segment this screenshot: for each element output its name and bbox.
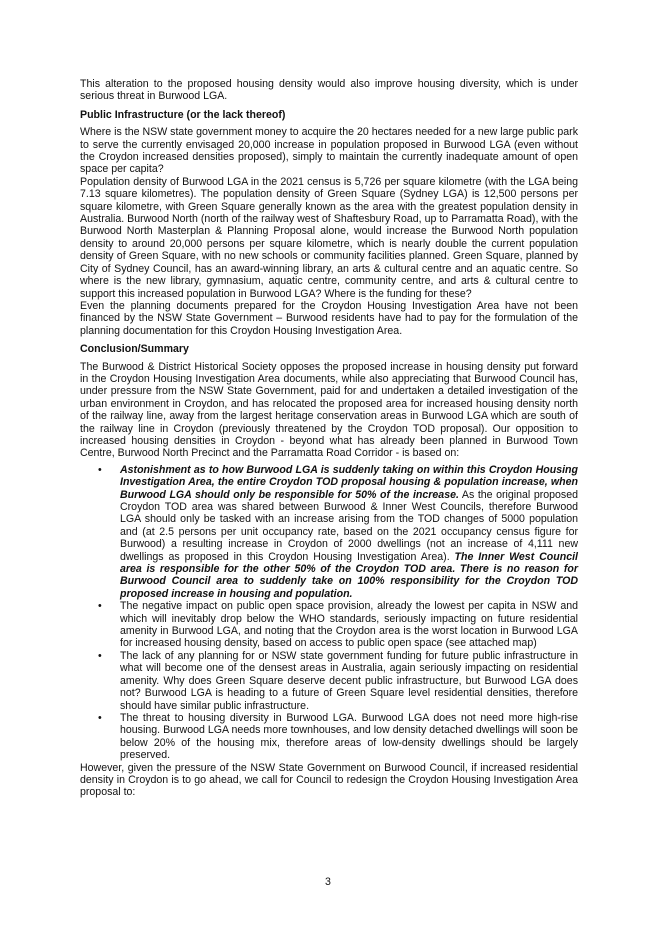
bullet-text: The threat to housing diversity in Burwood LGA. Burwood LGA does not need more high-rise housing. Burwood LGA needs more townhouses, and low density detached dwellings will soon be below 20% of the housing mix, therefore areas of low-density dwellings should be largely preserved.: [120, 711, 578, 762]
planning-funding-paragraph: Even the planning documents prepared for the Croydon Housing Investigation Area have not been financed by the NSW State Government – Burwood residents have had to pay for the formulation of the planning documentation for this Croydon Housing Investigation Area.: [80, 299, 578, 337]
list-item: [98, 600, 578, 650]
opposition-list: [80, 464, 578, 762]
bullet-bold-text: The Inner West Council area is responsible for the other 50% of the Croydon TOD area. There is no reason for Burwood Council area to suddenly take on 100% responsibility for the Croydon TOD proposed increase in housing and population.: [120, 550, 578, 600]
list-item: [98, 463, 578, 600]
closing-paragraph: However, given the pressure of the NSW State Government on Burwood Council, if increased residential density in Croydon is to go ahead, we call for Council to redesign the Croydon Housing Investigation Area proposal to:: [80, 761, 578, 799]
list-item: [98, 649, 578, 712]
bullet-text: The lack of any planning for or NSW state government funding for future public infrastructure in what will become one of the densest areas in Australia, again seriously impacting on residential amenity. Why does Green Square deserve decent public infrastructure, but Burwood LGA does not? Burwood LGA is heading to a future of Green Square level residential densities, therefore should have similar public infrastructure.: [120, 649, 578, 712]
bullet-icon: •: [98, 463, 102, 476]
intro-paragraph: This alteration to the proposed housing density would also improve housing diversity, which is under serious threat in Burwood LGA.: [80, 78, 578, 103]
bullet-text: The negative impact on public open space provision, already the lowest per capita in NSW and which will inevitably drop below the WHO standards, seriously impacting on future residential amenity in Burwood LGA, and noting that the Croydon area is the worst location in Burwood LGA for increased housing density, based on access to public open space (see attached map): [120, 600, 578, 650]
heading-conclusion: Conclusion/Summary: [80, 343, 189, 356]
list-item: [98, 711, 578, 762]
bullet-bold-text: Astonishment as to how Burwood LGA is suddenly taking on within this Croydon Housing Investigation Area, the entire Croydon TOD proposal housing & population increase, when Burwood LGA should only be responsible for 50% of the increase.: [120, 463, 578, 501]
bullet-icon: •: [98, 649, 102, 662]
bullet-text: As the original proposed Croydon TOD area was shared between Burwood & Inner West Councils, therefore Burwood LGA should only be tasked with an increase arising from the TOD changes of 5000 population and (at 2.5 persons per unit occupancy rate, based on the 2021 occupancy census figure for Burwood) a resulting increase in Croydon of 2000 dwellings (not an increase of 4,111 new dwellings as proposed in this Croydon Housing Investigation Area).: [120, 488, 578, 563]
heading-public-infrastructure: Public Infrastructure (or the lack thereof): [80, 108, 286, 121]
conclusion-paragraph: The Burwood & District Historical Society opposes the proposed increase in housing density put forward in the Croydon Housing Investigation Area documents, while also appreciating that Burwood Council has, under pressure from the NSW State Government, paid for and undertaken a detailed investigation of the urban environment in Croydon, and has relocated the proposed area for increased housing density north of the railway line, away from the largest heritage conservation areas in Burwood LGA which are south of the railway line in Croydon (previously threatened by the Croydon TOD proposal). Our opposition to increased housing densities in Croydon - beyond what has already been planned in Burwood Town Centre, Burwood North Precinct and the Parramatta Road Corridor - is based on:: [80, 360, 578, 460]
page-content: [80, 78, 578, 799]
open-space-paragraph: Where is the NSW state government money to acquire the 20 hectares needed for a new large public park to serve the currently envisaged 20,000 increase in population proposed in Burwood LGA (even without the Croydon increased densities proposed), simply to maintain the currently inadequate amount of open space per capita?: [80, 126, 578, 176]
page-number: 3: [325, 876, 331, 888]
population-density-paragraph: Population density of Burwood LGA in the 2021 census is 5,726 per square kilometre (with the LGA being 7.13 square kilometres). The population density of Green Square (Sydney LGA) is 12,500 persons per square kilometre, with Green Square generally known as the area with the greatest population density in Australia. Burwood North (north of the railway west of Shaftesbury Road, up to Parramatta Road), with the Burwood North Masterplan & Planning Proposal alone, would increase the Burwood North population density to around 20,000 persons per square kilometre, which is nearly double the current population density of Green Square, with no new schools or community facilities planned. Green Square, planned by City of Sydney Council, has an award-winning library, an arts & cultural centre and an aquatic centre. So where is the new library, gymnasium, aquatic centre, community centre, and arts & cultural centre to support this increased population in Burwood LGA? Where is the funding for these?: [80, 175, 578, 300]
bullet-icon: •: [98, 711, 102, 724]
bullet-icon: •: [98, 600, 102, 613]
